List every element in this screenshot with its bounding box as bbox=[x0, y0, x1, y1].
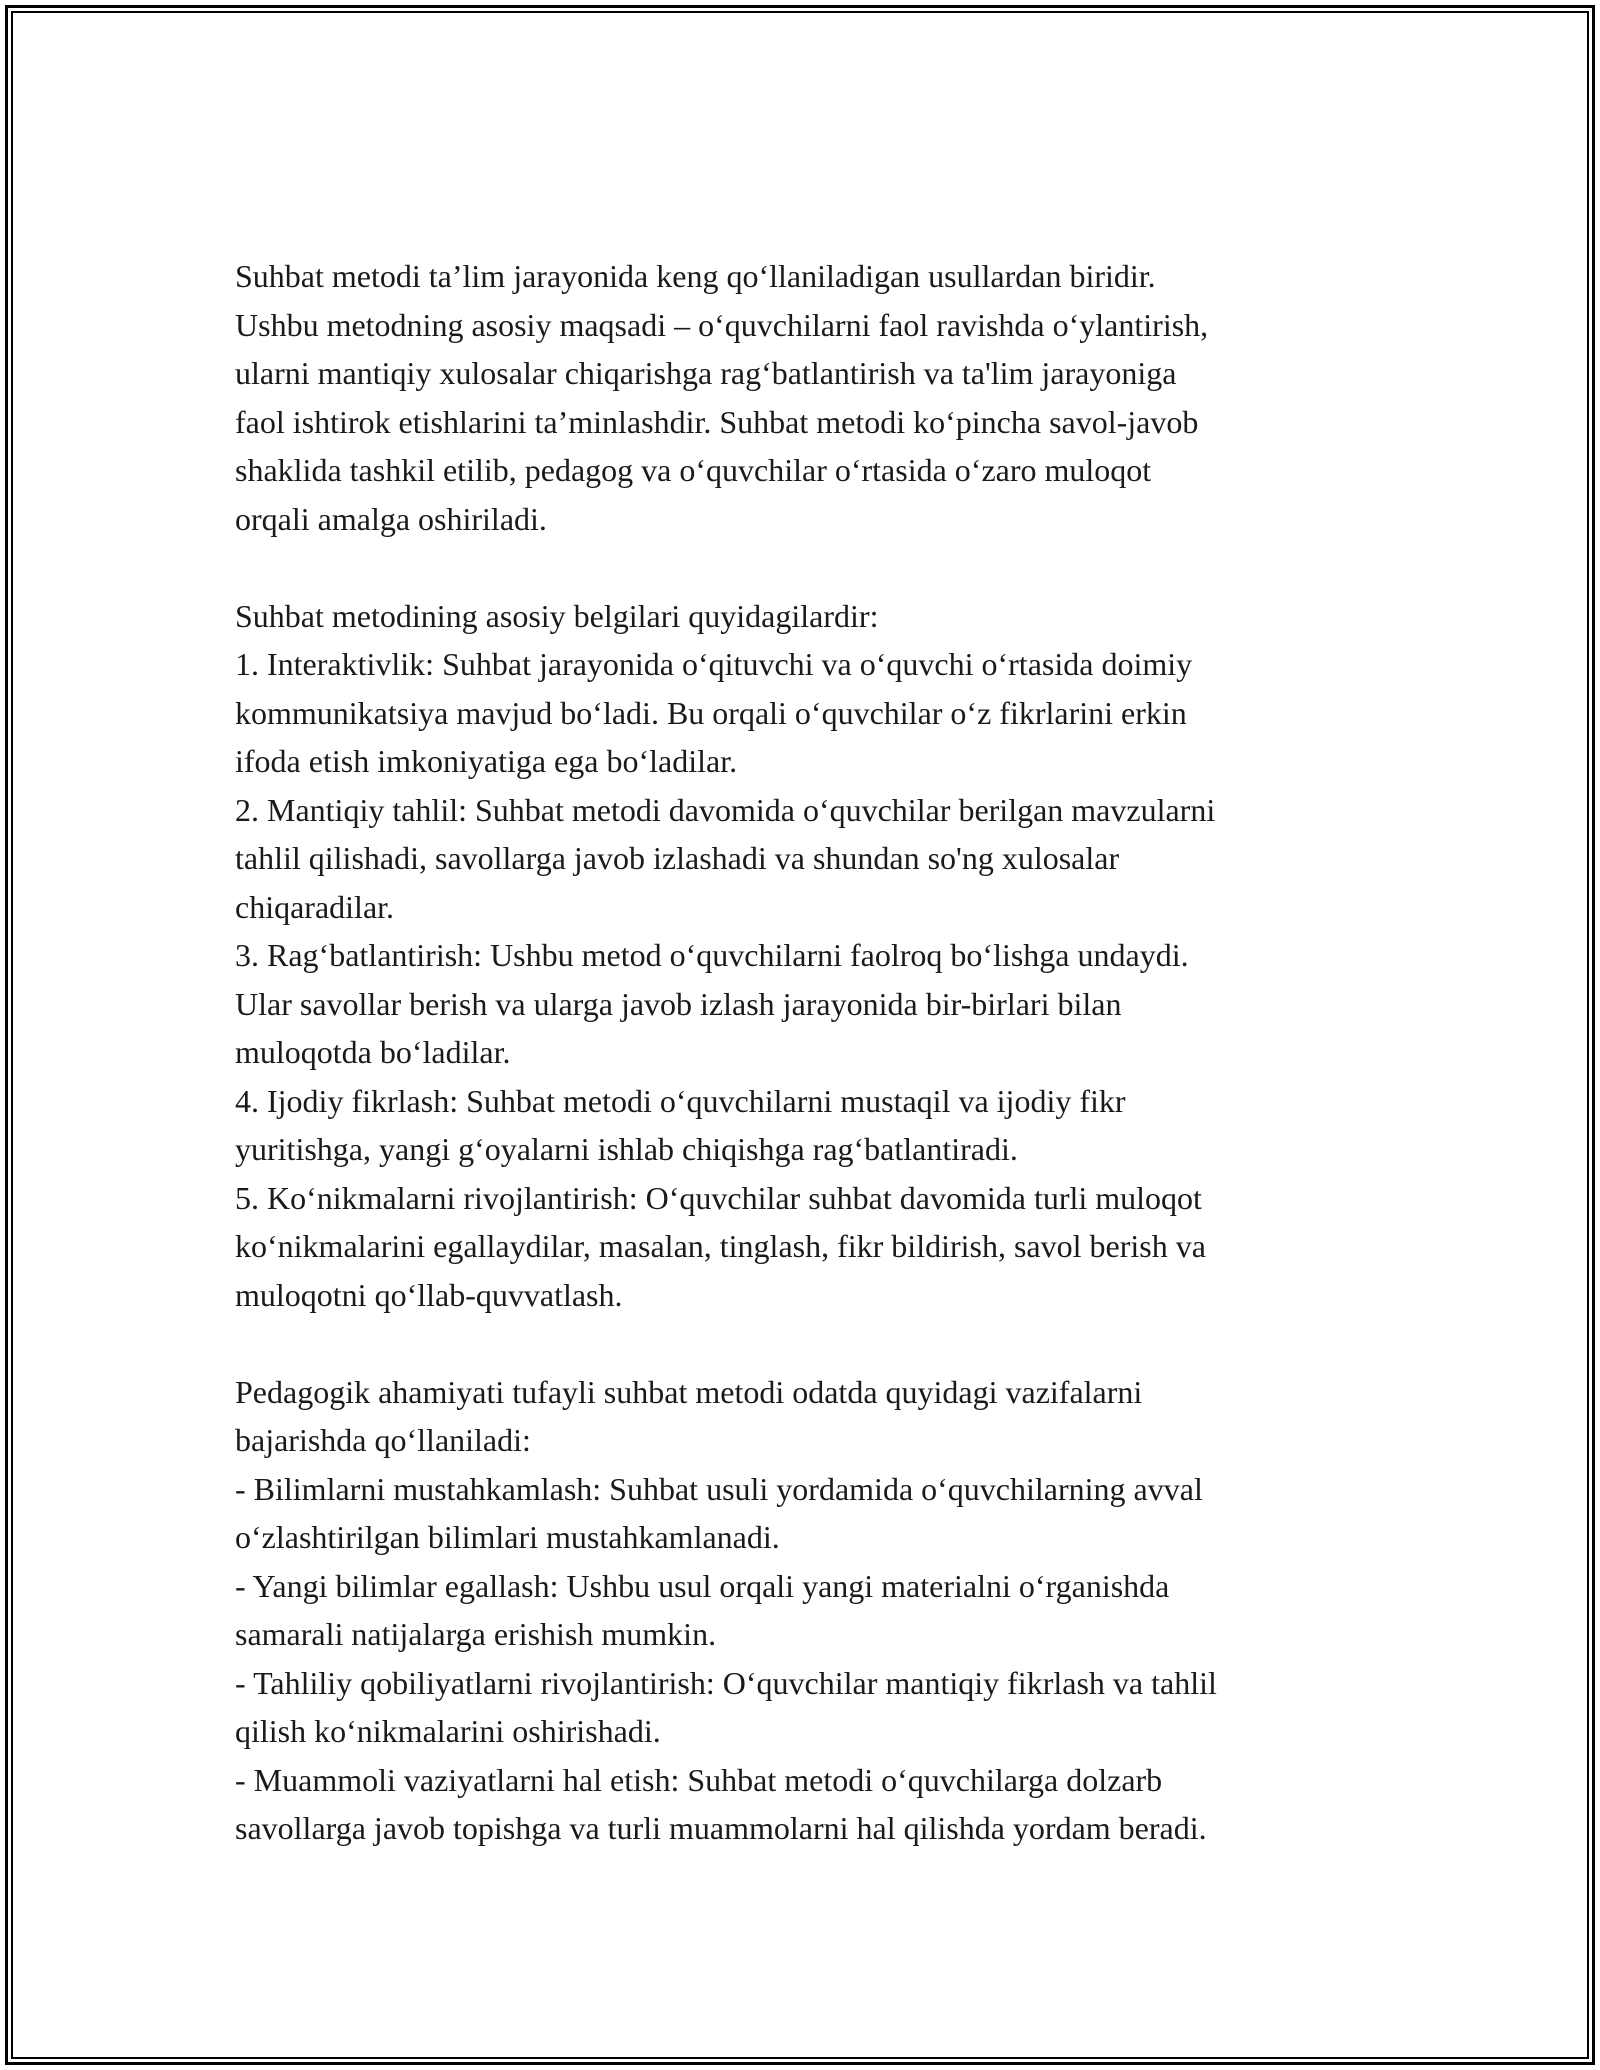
task-item: - Tahliliy qobiliyatlarni rivojlantirish: O‘quvchilar mantiqiy fikrlash va tahlil qilish ko‘nikmalarini oshirishadi. bbox=[235, 1664, 1217, 1749]
tasks-intro: Pedagogik ahamiyati tufayli suhbat metodi odatda quyidagi vazifalarni bajarishda qo‘llaniladi: bbox=[235, 1373, 1143, 1458]
paragraph-spacer bbox=[235, 543, 1385, 592]
task-item: - Bilimlarni mustahkamlash: Suhbat usuli yordamida o‘quvchilarning avval o‘zlashtirilgan bilimlari mustahkamlanadi. bbox=[235, 1470, 1203, 1555]
feature-item: 4. Ijodiy fikrlash: Suhbat metodi o‘quvchilarni mustaqil va ijodiy fikr yuritishga, yangi g‘oyalarni ishlab chiqishga rag‘batlantiradi. bbox=[235, 1082, 1126, 1167]
feature-item: 1. Interaktivlik: Suhbat jarayonida o‘qituvchi va o‘quvchi o‘rtasida doimiy kommunikatsiya mavjud bo‘ladi. Bu orqali o‘quvchilar o‘z fikrlarini erkin ifoda etish imkoniyatiga ega bo‘ladilar. bbox=[235, 646, 1193, 779]
features-intro: Suhbat metodining asosiy belgilari quyidagilardir: bbox=[235, 597, 879, 634]
feature-item: 5. Ko‘nikmalarni rivojlantirish: O‘quvchilar suhbat davomida turli muloqot ko‘nikmalarini egallaydilar, masalan, tinglash, fikr bildirish, savol berish va muloqotni qo‘llab-quvvatlash. bbox=[235, 1179, 1206, 1313]
feature-item: 3. Rag‘batlantirish: Ushbu metod o‘quvchilarni faolroq bo‘lishga undaydi. Ular savollar berish va ularga javob izlash jarayonida bir-birlari bilan muloqotda bo‘ladilar. bbox=[235, 937, 1189, 1070]
document-body bbox=[235, 252, 1385, 1853]
intro-paragraph: Suhbat metodi ta’lim jarayonida keng qo‘llaniladigan usullardan biridir. Ushbu metodning asosiy maqsadi – o‘quvchilarni faol ravishda o‘ylantirish, ularni mantiqiy xulosalar chiqarishga rag‘batlantirish va ta'lim jarayoniga faol ishtirok etishlarini ta’minlashdir. Suhbat metodi ko‘pincha savol-javob shaklida tashkil etilib, pedagog va o‘quvchilar o‘rtasida o‘zaro muloqot orqali amalga oshiriladi. bbox=[235, 258, 1209, 537]
feature-item: 2. Mantiqiy tahlil: Suhbat metodi davomida o‘quvchilar berilgan mavzularni tahlil qilishadi, savollarga javob izlashadi va shundan so'ng xulosalar chiqaradilar. bbox=[235, 791, 1216, 925]
task-item: - Yangi bilimlar egallash: Ushbu usul orqali yangi materialni o‘rganishda samarali natijalarga erishish mumkin. bbox=[235, 1567, 1170, 1652]
paragraph-spacer bbox=[235, 1319, 1385, 1368]
task-item: - Muammoli vaziyatlarni hal etish: Suhbat metodi o‘quvchilarga dolzarb savollarga javob topishga va turli muammolarni hal qilishda yordam beradi. bbox=[235, 1761, 1207, 1846]
